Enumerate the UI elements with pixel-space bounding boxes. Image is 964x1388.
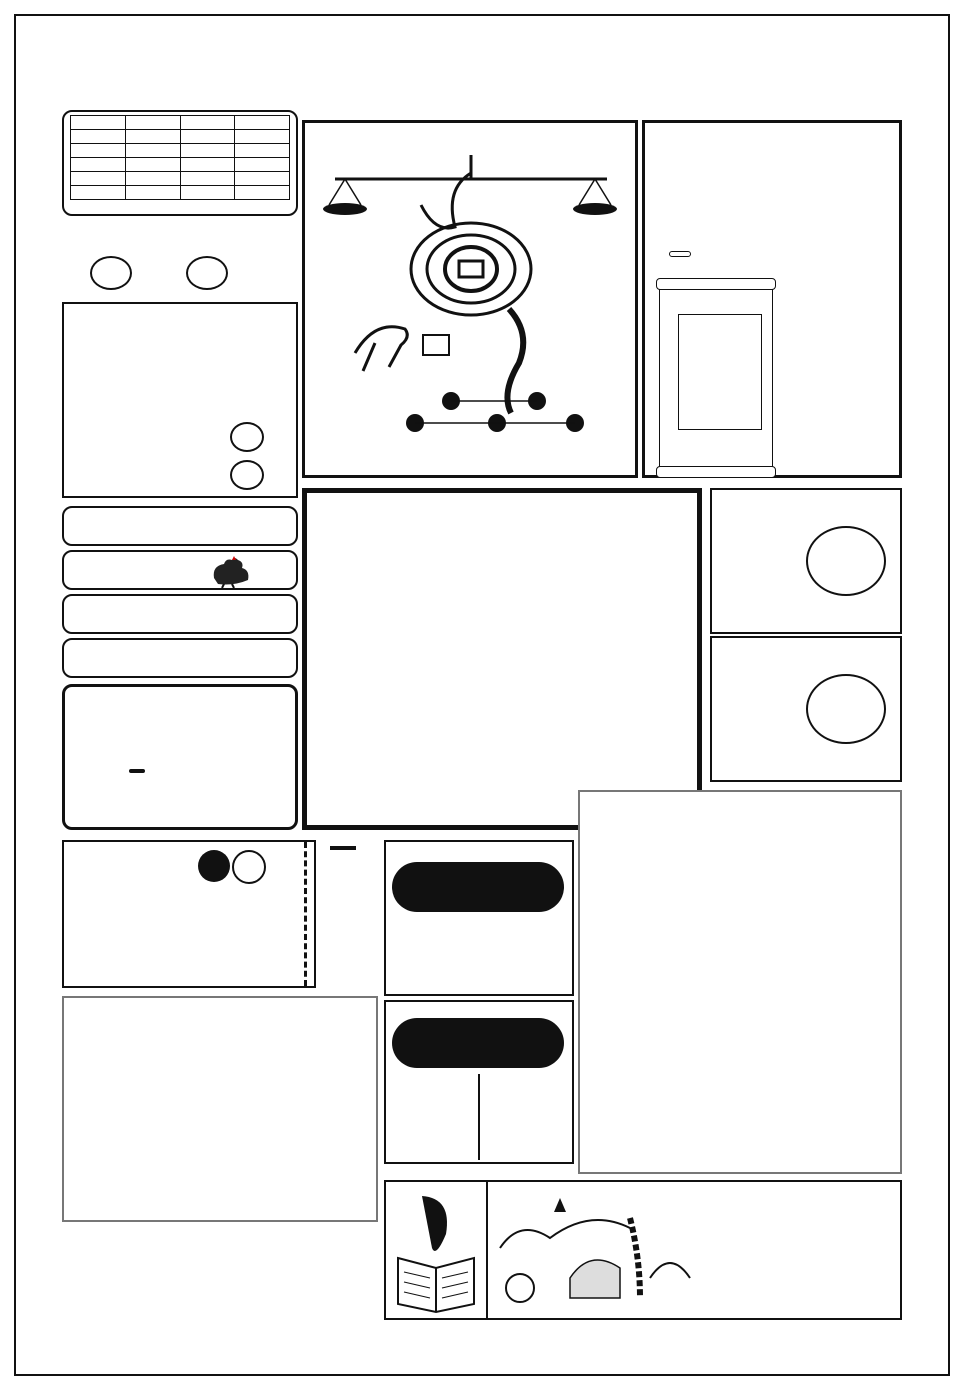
year-stat-number bbox=[806, 526, 886, 596]
table-cell bbox=[235, 186, 290, 200]
cold-hot-number bbox=[186, 256, 228, 290]
table-cell bbox=[125, 172, 180, 186]
table-cell bbox=[125, 186, 180, 200]
lucky-zodiac-row bbox=[62, 550, 298, 590]
table-cell bbox=[180, 158, 235, 172]
year-stat-number bbox=[806, 674, 886, 744]
scroll-rod bbox=[656, 278, 776, 290]
history-table-box bbox=[62, 110, 298, 216]
xuanji-chip bbox=[232, 850, 266, 884]
rooster-icon bbox=[204, 554, 254, 588]
puzzle-box bbox=[62, 996, 378, 1222]
table-cell bbox=[235, 158, 290, 172]
table-header bbox=[125, 116, 180, 130]
table-cell bbox=[180, 144, 235, 158]
buy-box bbox=[578, 790, 902, 1174]
special-open-box bbox=[384, 1000, 574, 1164]
scroll-rod bbox=[656, 466, 776, 478]
tip-label bbox=[330, 846, 356, 850]
scroll-image bbox=[659, 283, 773, 473]
table-cell bbox=[71, 172, 126, 186]
table-cell bbox=[235, 130, 290, 144]
scroll-text-box bbox=[678, 314, 762, 430]
special-code-number bbox=[230, 422, 264, 452]
table-header bbox=[71, 116, 126, 130]
special-divider bbox=[478, 1074, 480, 1160]
table-cell bbox=[71, 144, 126, 158]
table-row bbox=[71, 158, 290, 172]
table-cell bbox=[180, 172, 235, 186]
table-cell bbox=[125, 130, 180, 144]
scale-illustration-box bbox=[302, 120, 638, 478]
review-box bbox=[384, 1180, 902, 1320]
year-stat-box bbox=[710, 636, 902, 782]
special-open-label bbox=[392, 1018, 564, 1068]
table-row bbox=[71, 130, 290, 144]
xuanji-box bbox=[62, 840, 316, 988]
lucky-color-row bbox=[62, 594, 298, 634]
table-cell bbox=[71, 158, 126, 172]
lucky-range-row bbox=[62, 638, 298, 678]
table-cell bbox=[235, 172, 290, 186]
table-row bbox=[71, 186, 290, 200]
review-divider bbox=[486, 1182, 488, 1318]
scale-illustration bbox=[305, 123, 635, 475]
table-cell bbox=[125, 158, 180, 172]
scroll-label bbox=[669, 251, 691, 257]
treasure-illustration bbox=[490, 1188, 710, 1314]
table-header bbox=[180, 116, 235, 130]
special-code-number bbox=[230, 460, 264, 490]
table-cell bbox=[125, 144, 180, 158]
history-table bbox=[70, 115, 290, 200]
liuhe-box bbox=[642, 120, 902, 478]
table-cell bbox=[71, 130, 126, 144]
cold-hot-box bbox=[62, 220, 298, 296]
total-box bbox=[384, 840, 574, 996]
table-cell bbox=[71, 186, 126, 200]
table-cell bbox=[180, 186, 235, 200]
table-header bbox=[235, 116, 290, 130]
contribution-box bbox=[62, 684, 298, 830]
table-header-row bbox=[71, 116, 290, 130]
book-quill-illustration bbox=[392, 1188, 480, 1314]
special-code-box bbox=[62, 302, 298, 498]
attention-badge bbox=[129, 769, 145, 773]
tips-box bbox=[320, 840, 376, 988]
total-label bbox=[392, 862, 564, 912]
table-cell bbox=[235, 144, 290, 158]
computer-analysis-box bbox=[302, 488, 702, 830]
table-row bbox=[71, 172, 290, 186]
year-stat-box bbox=[710, 488, 902, 634]
xuanji-chip bbox=[198, 850, 230, 882]
cold-hot-number bbox=[90, 256, 132, 290]
table-row bbox=[71, 144, 290, 158]
table-cell bbox=[180, 130, 235, 144]
lucky-special-row bbox=[62, 506, 298, 546]
dashed-divider bbox=[304, 842, 307, 986]
